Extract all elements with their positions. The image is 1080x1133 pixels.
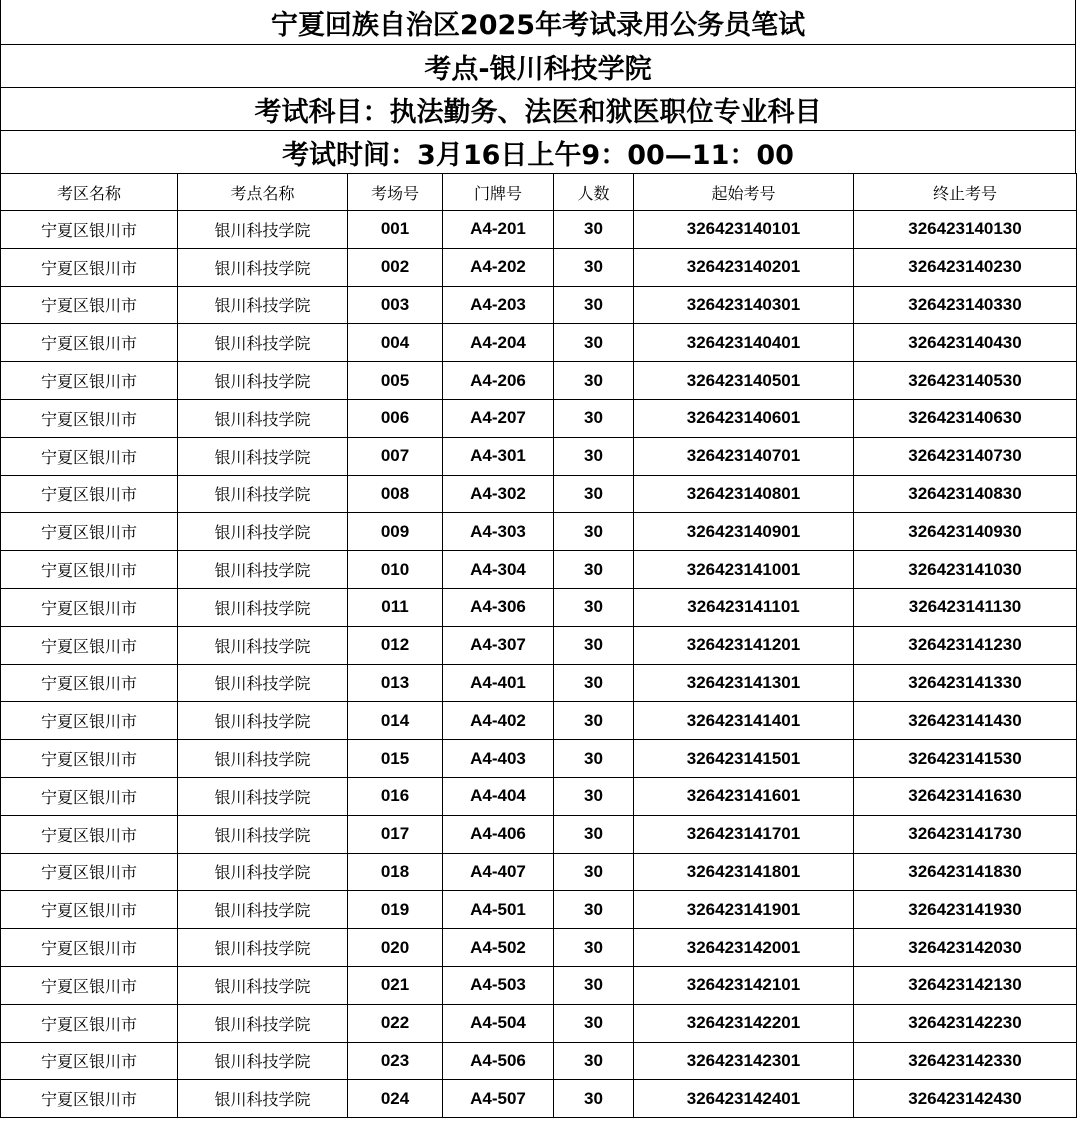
- col-header-site: 考点名称: [178, 174, 348, 211]
- door-no-cell: A4-502: [443, 929, 554, 967]
- col-header-room-no: 考场号: [348, 174, 443, 211]
- count-cell: 30: [554, 588, 634, 626]
- room-no-cell: 021: [348, 966, 443, 1004]
- room-no-cell: 015: [348, 740, 443, 778]
- end-id-cell: 326423140230: [854, 248, 1077, 286]
- table-row: [1, 399, 1077, 437]
- door-no-cell: A4-404: [443, 777, 554, 815]
- site-cell: 银川科技学院: [178, 399, 348, 437]
- site-cell: 银川科技学院: [178, 211, 348, 249]
- region-cell: 宁夏区银川市: [1, 1042, 178, 1080]
- door-no-cell: A4-401: [443, 664, 554, 702]
- site-cell: 银川科技学院: [178, 966, 348, 1004]
- region-cell: 宁夏区银川市: [1, 324, 178, 362]
- table-row: [1, 588, 1077, 626]
- count-cell: 30: [554, 626, 634, 664]
- room-no-cell: 008: [348, 475, 443, 513]
- door-no-cell: A4-304: [443, 551, 554, 589]
- page-bottom-margin: [0, 1124, 1080, 1133]
- site-cell: 银川科技学院: [178, 929, 348, 967]
- end-id-cell: 326423141230: [854, 626, 1077, 664]
- start-id-cell: 326423141201: [634, 626, 854, 664]
- end-id-cell: 326423141830: [854, 853, 1077, 891]
- count-cell: 30: [554, 1080, 634, 1118]
- table-header-row: [1, 174, 1077, 211]
- site-cell: 银川科技学院: [178, 475, 348, 513]
- room-no-cell: 020: [348, 929, 443, 967]
- end-id-cell: 326423140530: [854, 362, 1077, 400]
- room-no-cell: 016: [348, 777, 443, 815]
- table-row: [1, 702, 1077, 740]
- start-id-cell: 326423140301: [634, 286, 854, 324]
- count-cell: 30: [554, 740, 634, 778]
- door-no-cell: A4-303: [443, 513, 554, 551]
- region-cell: 宁夏区银川市: [1, 211, 178, 249]
- table-row: [1, 777, 1077, 815]
- count-cell: 30: [554, 966, 634, 1004]
- region-cell: 宁夏区银川市: [1, 551, 178, 589]
- table-row: [1, 324, 1077, 362]
- start-id-cell: 326423140601: [634, 399, 854, 437]
- region-cell: 宁夏区银川市: [1, 399, 178, 437]
- site-cell: 银川科技学院: [178, 626, 348, 664]
- table-row: [1, 551, 1077, 589]
- count-cell: 30: [554, 248, 634, 286]
- col-header-count: 人数: [554, 174, 634, 211]
- start-id-cell: 326423142201: [634, 1004, 854, 1042]
- region-cell: 宁夏区银川市: [1, 513, 178, 551]
- count-cell: 30: [554, 664, 634, 702]
- room-no-cell: 019: [348, 891, 443, 929]
- site-cell: 银川科技学院: [178, 815, 348, 853]
- start-id-cell: 326423142001: [634, 929, 854, 967]
- door-no-cell: A4-507: [443, 1080, 554, 1118]
- end-id-cell: 326423140630: [854, 399, 1077, 437]
- col-header-region: 考区名称: [1, 174, 178, 211]
- region-cell: 宁夏区银川市: [1, 248, 178, 286]
- region-cell: 宁夏区银川市: [1, 1080, 178, 1118]
- region-cell: 宁夏区银川市: [1, 362, 178, 400]
- start-id-cell: 326423141901: [634, 891, 854, 929]
- region-cell: 宁夏区银川市: [1, 626, 178, 664]
- count-cell: 30: [554, 211, 634, 249]
- end-id-cell: 326423140830: [854, 475, 1077, 513]
- title-line-2: 考点-银川科技学院: [0, 44, 1076, 87]
- end-id-cell: 326423140730: [854, 437, 1077, 475]
- region-cell: 宁夏区银川市: [1, 286, 178, 324]
- table-row: [1, 1080, 1077, 1118]
- region-cell: 宁夏区银川市: [1, 1004, 178, 1042]
- count-cell: 30: [554, 475, 634, 513]
- start-id-cell: 326423141101: [634, 588, 854, 626]
- site-cell: 银川科技学院: [178, 702, 348, 740]
- start-id-cell: 326423141501: [634, 740, 854, 778]
- table-row: [1, 211, 1077, 249]
- start-id-cell: 326423141301: [634, 664, 854, 702]
- col-header-door-no: 门牌号: [443, 174, 554, 211]
- region-cell: 宁夏区银川市: [1, 966, 178, 1004]
- table-row: [1, 248, 1077, 286]
- site-cell: 银川科技学院: [178, 664, 348, 702]
- count-cell: 30: [554, 702, 634, 740]
- door-no-cell: A4-206: [443, 362, 554, 400]
- table-row: [1, 929, 1077, 967]
- region-cell: 宁夏区银川市: [1, 740, 178, 778]
- start-id-cell: 326423141801: [634, 853, 854, 891]
- door-no-cell: A4-302: [443, 475, 554, 513]
- start-id-cell: 326423141701: [634, 815, 854, 853]
- room-no-cell: 014: [348, 702, 443, 740]
- room-no-cell: 022: [348, 1004, 443, 1042]
- start-id-cell: 326423140201: [634, 248, 854, 286]
- table-row: [1, 362, 1077, 400]
- start-id-cell: 326423140801: [634, 475, 854, 513]
- region-cell: 宁夏区银川市: [1, 702, 178, 740]
- door-no-cell: A4-403: [443, 740, 554, 778]
- start-id-cell: 326423140101: [634, 211, 854, 249]
- door-no-cell: A4-504: [443, 1004, 554, 1042]
- table-row: [1, 966, 1077, 1004]
- room-no-cell: 002: [348, 248, 443, 286]
- table-row: [1, 1042, 1077, 1080]
- room-no-cell: 017: [348, 815, 443, 853]
- table-body: [1, 211, 1077, 1118]
- site-cell: 银川科技学院: [178, 513, 348, 551]
- end-id-cell: 326423141330: [854, 664, 1077, 702]
- start-id-cell: 326423140701: [634, 437, 854, 475]
- site-cell: 银川科技学院: [178, 1042, 348, 1080]
- count-cell: 30: [554, 1042, 634, 1080]
- table-row: [1, 626, 1077, 664]
- start-id-cell: 326423140901: [634, 513, 854, 551]
- region-cell: 宁夏区银川市: [1, 891, 178, 929]
- site-cell: 银川科技学院: [178, 777, 348, 815]
- end-id-cell: 326423140330: [854, 286, 1077, 324]
- site-cell: 银川科技学院: [178, 891, 348, 929]
- start-id-cell: 326423141001: [634, 551, 854, 589]
- end-id-cell: 326423140430: [854, 324, 1077, 362]
- start-id-cell: 326423140501: [634, 362, 854, 400]
- table-row: [1, 740, 1077, 778]
- site-cell: 银川科技学院: [178, 853, 348, 891]
- count-cell: 30: [554, 777, 634, 815]
- door-no-cell: A4-503: [443, 966, 554, 1004]
- region-cell: 宁夏区银川市: [1, 815, 178, 853]
- table-row: [1, 891, 1077, 929]
- title-line-4: 考试时间：3月16日上午9：00—11：00: [0, 130, 1076, 173]
- table-row: [1, 475, 1077, 513]
- region-cell: 宁夏区银川市: [1, 853, 178, 891]
- site-cell: 银川科技学院: [178, 286, 348, 324]
- start-id-cell: 326423140401: [634, 324, 854, 362]
- count-cell: 30: [554, 362, 634, 400]
- door-no-cell: A4-301: [443, 437, 554, 475]
- door-no-cell: A4-407: [443, 853, 554, 891]
- room-no-cell: 011: [348, 588, 443, 626]
- table-row: [1, 513, 1077, 551]
- room-no-cell: 006: [348, 399, 443, 437]
- end-id-cell: 326423142130: [854, 966, 1077, 1004]
- count-cell: 30: [554, 891, 634, 929]
- table-row: [1, 286, 1077, 324]
- region-cell: 宁夏区银川市: [1, 777, 178, 815]
- site-cell: 银川科技学院: [178, 551, 348, 589]
- end-id-cell: 326423141130: [854, 588, 1077, 626]
- region-cell: 宁夏区银川市: [1, 475, 178, 513]
- count-cell: 30: [554, 853, 634, 891]
- count-cell: 30: [554, 929, 634, 967]
- count-cell: 30: [554, 324, 634, 362]
- door-no-cell: A4-306: [443, 588, 554, 626]
- door-no-cell: A4-506: [443, 1042, 554, 1080]
- table-row: [1, 815, 1077, 853]
- room-no-cell: 010: [348, 551, 443, 589]
- room-no-cell: 018: [348, 853, 443, 891]
- end-id-cell: 326423142230: [854, 1004, 1077, 1042]
- start-id-cell: 326423142301: [634, 1042, 854, 1080]
- room-no-cell: 007: [348, 437, 443, 475]
- start-id-cell: 326423141401: [634, 702, 854, 740]
- room-no-cell: 004: [348, 324, 443, 362]
- door-no-cell: A4-207: [443, 399, 554, 437]
- room-no-cell: 012: [348, 626, 443, 664]
- door-no-cell: A4-406: [443, 815, 554, 853]
- site-cell: 银川科技学院: [178, 588, 348, 626]
- title-line-3: 考试科目：执法勤务、法医和狱医职位专业科目: [0, 87, 1076, 130]
- end-id-cell: 326423141530: [854, 740, 1077, 778]
- start-id-cell: 326423142401: [634, 1080, 854, 1118]
- site-cell: 银川科技学院: [178, 362, 348, 400]
- count-cell: 30: [554, 1004, 634, 1042]
- col-header-end-id: 终止考号: [854, 174, 1077, 211]
- end-id-cell: 326423141630: [854, 777, 1077, 815]
- table-row: [1, 853, 1077, 891]
- start-id-cell: 326423142101: [634, 966, 854, 1004]
- end-id-cell: 326423141930: [854, 891, 1077, 929]
- table-row: [1, 1004, 1077, 1042]
- door-no-cell: A4-501: [443, 891, 554, 929]
- end-id-cell: 326423141730: [854, 815, 1077, 853]
- end-id-cell: 326423141430: [854, 702, 1077, 740]
- end-id-cell: 326423142330: [854, 1042, 1077, 1080]
- room-no-cell: 023: [348, 1042, 443, 1080]
- table-row: [1, 664, 1077, 702]
- site-cell: 银川科技学院: [178, 248, 348, 286]
- room-no-cell: 003: [348, 286, 443, 324]
- site-cell: 银川科技学院: [178, 1004, 348, 1042]
- end-id-cell: 326423140130: [854, 211, 1077, 249]
- table-row: [1, 437, 1077, 475]
- room-no-cell: 001: [348, 211, 443, 249]
- room-no-cell: 005: [348, 362, 443, 400]
- col-header-start-id: 起始考号: [634, 174, 854, 211]
- door-no-cell: A4-202: [443, 248, 554, 286]
- room-no-cell: 013: [348, 664, 443, 702]
- count-cell: 30: [554, 815, 634, 853]
- site-cell: 银川科技学院: [178, 324, 348, 362]
- door-no-cell: A4-204: [443, 324, 554, 362]
- end-id-cell: 326423140930: [854, 513, 1077, 551]
- region-cell: 宁夏区银川市: [1, 588, 178, 626]
- door-no-cell: A4-203: [443, 286, 554, 324]
- count-cell: 30: [554, 551, 634, 589]
- door-no-cell: A4-402: [443, 702, 554, 740]
- room-no-cell: 009: [348, 513, 443, 551]
- exam-room-table: [0, 173, 1077, 1118]
- end-id-cell: 326423142030: [854, 929, 1077, 967]
- site-cell: 银川科技学院: [178, 437, 348, 475]
- count-cell: 30: [554, 286, 634, 324]
- title-line-1: 宁夏回族自治区2025年考试录用公务员笔试: [0, 0, 1076, 44]
- start-id-cell: 326423141601: [634, 777, 854, 815]
- count-cell: 30: [554, 513, 634, 551]
- door-no-cell: A4-201: [443, 211, 554, 249]
- end-id-cell: 326423141030: [854, 551, 1077, 589]
- count-cell: 30: [554, 437, 634, 475]
- region-cell: 宁夏区银川市: [1, 664, 178, 702]
- site-cell: 银川科技学院: [178, 740, 348, 778]
- region-cell: 宁夏区银川市: [1, 437, 178, 475]
- door-no-cell: A4-307: [443, 626, 554, 664]
- count-cell: 30: [554, 399, 634, 437]
- room-no-cell: 024: [348, 1080, 443, 1118]
- region-cell: 宁夏区银川市: [1, 929, 178, 967]
- site-cell: 银川科技学院: [178, 1080, 348, 1118]
- end-id-cell: 326423142430: [854, 1080, 1077, 1118]
